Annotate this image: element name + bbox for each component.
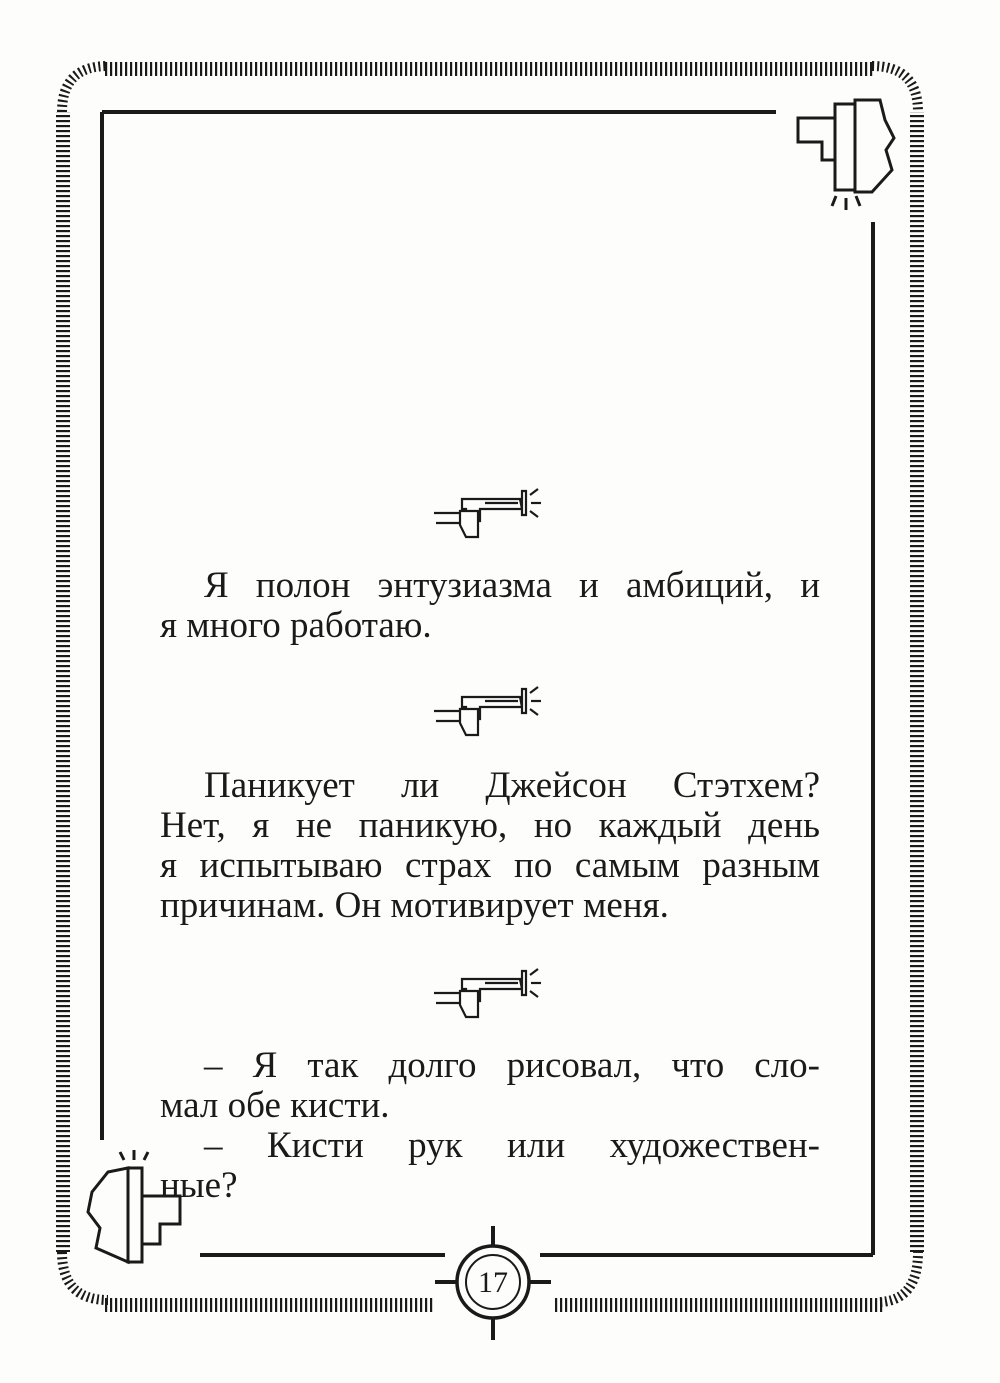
text-line: – Я так долго рисовал, что сло- (204, 1045, 820, 1086)
text-line: Нет, я не паникую, но каждый день (160, 805, 820, 846)
hand-with-gun-icon (798, 100, 894, 210)
text-line: причинам. Он мотивирует меня. (160, 885, 669, 926)
page-number: 17 (478, 1266, 508, 1299)
text-line: я испытываю страх по самым разным (160, 845, 820, 886)
paragraph-panic (160, 766, 820, 926)
gun-with-hand-icon (430, 683, 550, 743)
text-line: ные? (160, 1165, 238, 1206)
gun-with-hand-icon (430, 485, 550, 545)
text-line: Паникует ли Джейсон Стэтхем? (204, 765, 820, 806)
text-line: я много работаю. (160, 605, 432, 646)
text-line: – Кисти рук или художествен- (204, 1125, 820, 1166)
gun-with-hand-icon (430, 965, 550, 1025)
paragraph-enthusiasm (160, 566, 820, 646)
text-line: мал обе кисти. (160, 1085, 390, 1126)
paragraph-dialogue (160, 1046, 820, 1206)
text-line: Я полон энтузиазма и амбиций, и (204, 565, 820, 606)
